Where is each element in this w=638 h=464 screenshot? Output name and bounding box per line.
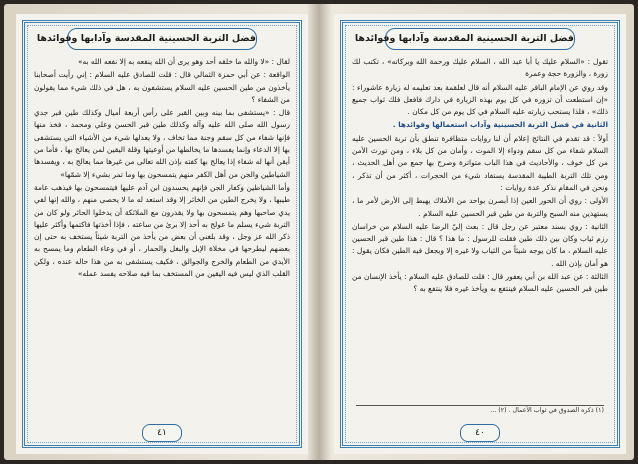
paragraph: أولاً : قد تقدم في النتائج إعلام أن لنا روايات متظافرة تنطق بأن تربة الحسين عليه السلام شفاء من كل سقم ودواء إلا الموت ، وأمان من كل بلاء ، ومن تورث الأمن من كل خوف ، والأحاديث في هذا الباب متواترة وصرح بها جمع من أهل الحديث ، ومن تلك التربة الطيبة المقدسة يستفاد شيء من الحجرات ، أكثر من أن تذكر ، ونحن في المقام نذكر عدة روايات : <box>352 133 608 192</box>
footnote: (١) ذكره الصدوق في ثواب الأعمال . (٢) ... <box>356 405 604 414</box>
paragraph: وقد روي عن الإمام الباقر عليه السلام أنه قال لعلقمة بعد تعليمه له زيارة عاشوراء : «إن استطعت أن تزوره في كل يوم بهذه الزيارة في دارك فافعل فلك ثواب جميع ذلك» ، فلذا يستحب زيارته عليه السلام في كل يوم من كل مكان . <box>352 82 608 117</box>
page-number: ٤٠ <box>460 424 500 442</box>
page-header: فضل التربة الحسينية المقدسة وآدابها وفوائدها <box>67 28 257 50</box>
page-header: فضل التربة الحسينية المقدسة وآدابها وفوائدها <box>385 28 575 50</box>
open-book <box>4 4 634 460</box>
paragraph: الثانية : روي بسند معتبر عن رجل قال : بعث إليّ الرضا عليه السلام من خراسان رزم ثياب وكان بين ذلك طين فقلت للرسول : ما هذا ؟ قال : هذا طين قبر الحسين عليه السلام ، ما كان يوجه شيئاً من الثياب ولا غيره إلا ويجعل فيه الطين فكان يقول : هو أمان بإذن الله . <box>352 221 608 268</box>
paragraph: الثالثة : عن عبد الله بن أبي يعفور قال : قلت للصادق عليه السلام : يأخذ الإنسان من طين قبر الحسين عليه السلام فينتفع به ويأخذ غيره فلا ينتفع به ؟ <box>352 272 608 294</box>
paragraph: الواقعة : عن أبي حمزة الثمالي قال : قلت للصادق عليه السلام : إني رأيت أصحابنا يأخذون من طين الحسين عليه السلام يستشفون به ، هل في ذلك شيء مما يقولون من الشفاء ؟ <box>34 70 290 104</box>
page-body <box>34 56 290 418</box>
page-body <box>352 56 608 402</box>
left-page <box>16 14 308 454</box>
paragraph: الأولى : روي أن الحور العين إذا أبصرن بواحد من الأملاك يهبط إلى الأرض لأمر ما ، يستهدين منه السبح والتربة من طين قبر الحسين عليه السلام . <box>352 196 608 218</box>
section-heading: الثانية في فضل التربة الحسينية وآداب استعمالها وفوائدها . <box>392 120 608 130</box>
paragraph: قال : «يستشفى بما بينه وبين القبر على رأس أربعة أميال وكذلك طين قبر جدي رسول الله صلى الله عليه وآله وكذلك طين قبر الحسن وعلي ومحمد ، فخذ منها فإنها شفاء من كل سقم وجنة مما تخاف ، ولا يعدلها شيء من الأشياء التي يستشفى بها إلا الدعاء وإنما يفسدها ما يخالطها من أوعيتها وقلة اليقين لمن يعالج بها ، فأما من أيقن أنها له شفاء إذا يعالج بها كفته بإذن الله تعالى من غيرها مما يعالج به ، ويفسدها الشياطين والجن من أهل الكفر منهم يتمسحون بها وما تمر بشيء إلا شمّها» <box>34 108 290 179</box>
paragraph: وأما الشياطين وكفار الجن فإنهم يحسدون ابن آدم عليها فيتمسحون بها فيذهب عامة طيبها ، ولا يخرج الطين من الخائر إلا وقد استعد له ما لا يحصى منهم ، والله إنها لفي يدي صاحبها وهم يتمسحون بها ولا يقدرون مع الملائكة أن يدخلوا الحائر ولو كان من التربة شيء يسلم ما عولج به أحد إلا برئ من ساعته ، فإذا أخذتها فاكتمها وأكثر عليها ذكر الله عز وجل ، وقد بلغني أن بعض من يأخذ من التربة شيئاً يستخف به حتى إن بعضهم ليطرحها في مخلاة الإبل والبغل والحمار ، أو في وعاء الطعام وما يمسح به الأيدي من الطعام والخرج والجوالق ، فكيف يستشفى به من هذا حاله عنده ، ولكن القلب الذي ليس فيه اليقين من المستخف بما فيه صلاحه يفسد عمله» <box>34 182 290 279</box>
paragraph: تقول : «السلام عليك يا أبا عبد الله ، السلام عليك ورحمة الله وبركاته» ، تكتب لك زورة ، والزورة حجة وعمرة <box>352 57 608 79</box>
page-number: ٤١ <box>142 424 182 442</box>
paragraph: لقال : «لا والله ما خلقه أحد وهو يرى أن الله ينفعه به إلا نفعه الله به» <box>78 57 290 66</box>
right-page <box>334 14 626 454</box>
